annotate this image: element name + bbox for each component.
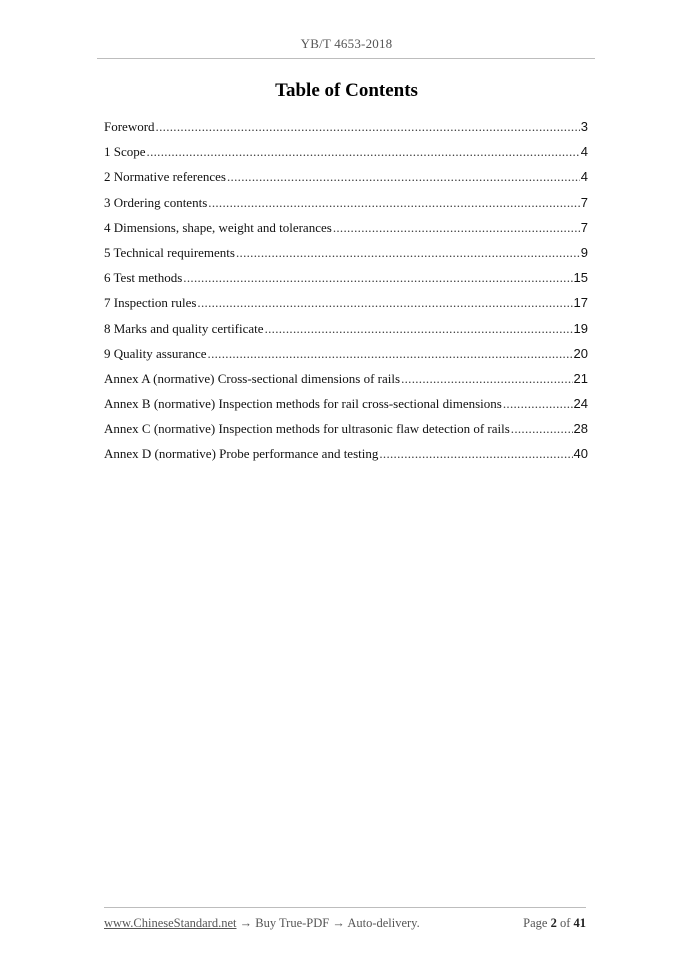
toc-entry-annex-c[interactable]	[104, 419, 588, 444]
toc-entry-page: 20	[573, 345, 588, 361]
toc-entry-annex-d[interactable]	[104, 444, 588, 469]
toc-entry-marks-certificate[interactable]	[104, 319, 588, 344]
toc-entry-label: Foreword	[104, 119, 155, 134]
toc-entry-page: 19	[573, 320, 588, 336]
toc-entry-scope[interactable]	[104, 142, 588, 167]
toc-dot-leader	[183, 268, 572, 288]
toc-entry-page: 4	[580, 144, 588, 160]
toc-entry-quality-assurance[interactable]	[104, 344, 588, 369]
toc-entry-label: 7 Inspection rules	[104, 295, 197, 311]
toc-dot-leader	[156, 117, 580, 137]
toc-dot-leader	[236, 243, 580, 263]
toc-dot-leader	[197, 293, 572, 313]
auto-delivery-text: Auto-delivery.	[347, 916, 420, 930]
toc-entry-page: 3	[580, 119, 588, 134]
toc-entry-page: 9	[580, 244, 588, 260]
toc-dot-leader	[401, 369, 572, 389]
buy-true-pdf-text: Buy True-PDF	[255, 916, 330, 930]
footer-promo	[104, 916, 420, 931]
toc-entry-page: 17	[573, 295, 588, 311]
toc-dot-leader	[503, 394, 573, 414]
toc-entry-label: Annex A (normative) Cross-sectional dimensions of rails	[104, 370, 401, 386]
toc-entry-ordering-contents[interactable]	[104, 193, 588, 218]
arrow-right-icon: →	[239, 916, 253, 930]
toc-dot-leader	[147, 142, 580, 162]
of-word: of	[559, 916, 571, 930]
toc-entry-page: 24	[573, 396, 588, 412]
site-link[interactable]: www.ChineseStandard.net	[104, 916, 237, 930]
toc-entry-test-methods[interactable]	[104, 268, 588, 293]
toc-entry-label: 2 Normative references	[104, 169, 226, 185]
arrow-right-icon: →	[332, 916, 345, 930]
toc-entry-dimensions[interactable]	[104, 218, 588, 243]
toc-entry-label: 3 Ordering contents	[104, 194, 208, 210]
toc-entry-label: 8 Marks and quality certificate	[104, 320, 264, 336]
footer-divider	[104, 907, 586, 908]
toc-entry-page: 7	[580, 194, 588, 210]
toc-entry-label: 6 Test methods	[104, 270, 183, 286]
toc-entry-label: Annex D (normative) Probe performance and testing	[104, 446, 379, 462]
toc-entry-technical-requirements[interactable]	[104, 243, 588, 268]
document-id-header: YB/T 4653-2018	[300, 36, 393, 51]
toc-entry-label: 9 Quality assurance	[104, 345, 207, 361]
current-page-number: 2	[550, 916, 557, 930]
toc-dot-leader	[265, 319, 573, 339]
toc-dot-leader	[511, 419, 573, 439]
page-footer	[104, 916, 586, 931]
toc-list	[104, 117, 588, 470]
toc-dot-leader	[208, 193, 580, 213]
toc-entry-page: 15	[573, 270, 588, 286]
toc-dot-leader	[333, 218, 580, 238]
header-divider	[97, 58, 595, 59]
page-word: Page	[523, 916, 548, 930]
toc-entry-page: 21	[573, 370, 588, 386]
total-page-count: 41	[573, 916, 586, 930]
toc-entry-label: 1 Scope	[104, 144, 146, 160]
toc-entry-inspection-rules[interactable]	[104, 293, 588, 318]
toc-entry-label: Annex B (normative) Inspection methods for rail cross-sectional dimensions	[104, 396, 502, 412]
toc-entry-normative-references[interactable]	[104, 167, 588, 192]
toc-entry-page: 4	[580, 169, 588, 185]
page-number	[523, 916, 586, 931]
toc-entry-foreword[interactable]	[104, 117, 588, 142]
toc-entry-label: 5 Technical requirements	[104, 244, 235, 260]
toc-dot-leader	[208, 344, 573, 364]
toc-entry-annex-a[interactable]	[104, 369, 588, 394]
toc-dot-leader	[379, 444, 572, 464]
toc-entry-page: 40	[573, 446, 588, 462]
toc-entry-annex-b[interactable]	[104, 394, 588, 419]
toc-entry-page: 7	[580, 219, 588, 235]
toc-entry-label: Annex C (normative) Inspection methods for ultrasonic flaw detection of rails	[104, 421, 510, 437]
toc-entry-label: 4 Dimensions, shape, weight and tolerances	[104, 219, 332, 235]
toc-dot-leader	[227, 167, 580, 187]
toc-entry-page: 28	[573, 421, 588, 437]
toc-title: Table of Contents	[275, 80, 418, 101]
